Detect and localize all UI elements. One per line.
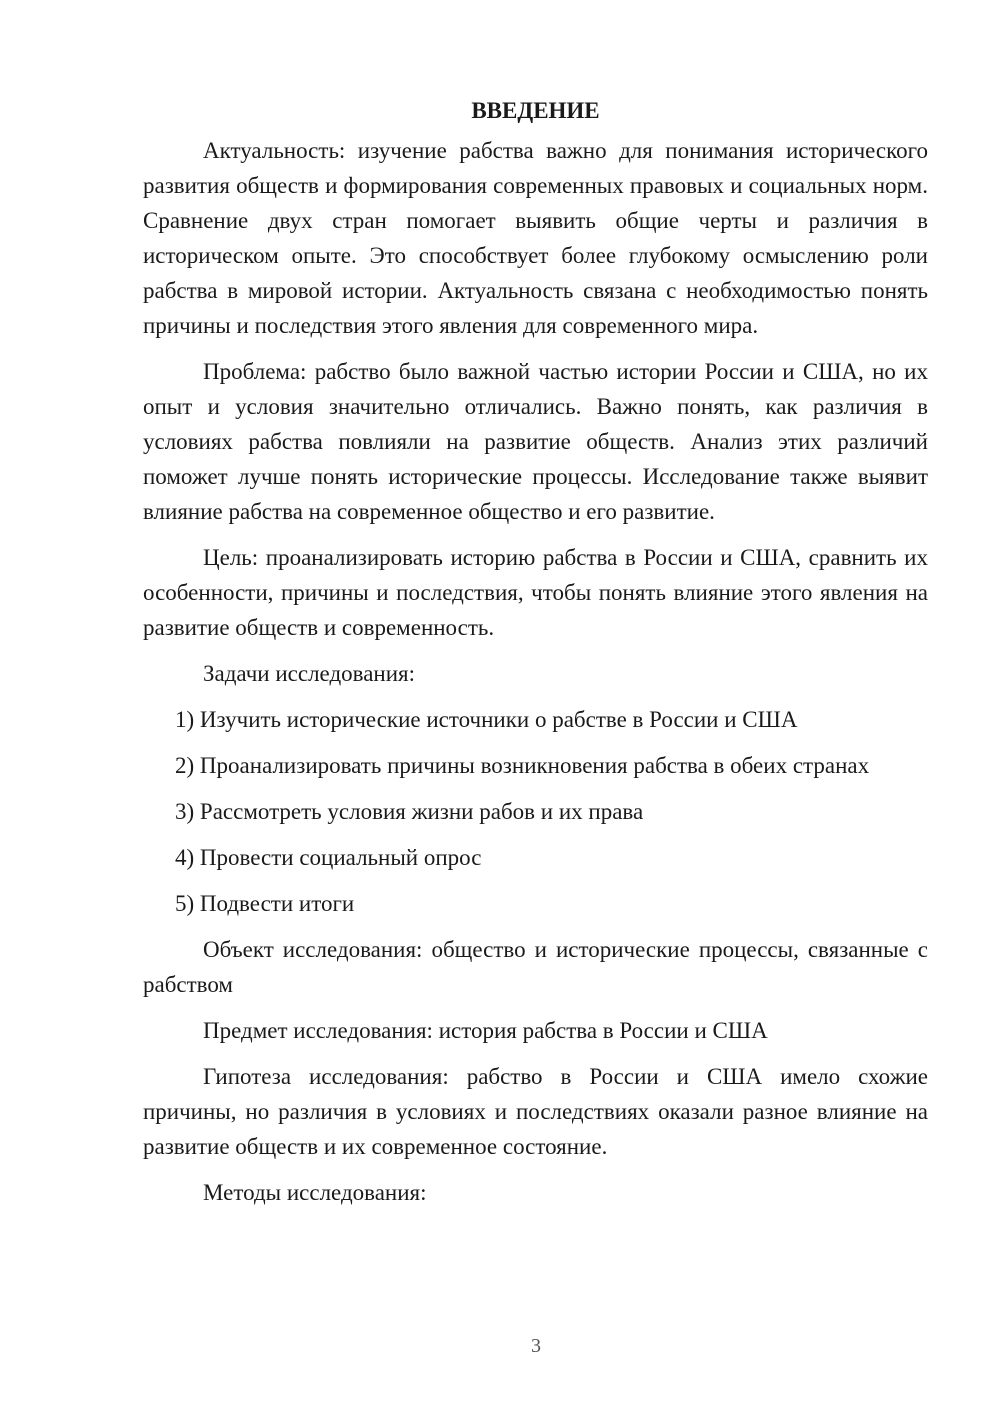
goal-paragraph: Цель: проанализировать историю рабства в России и США, сравнить их особенности, причины и последствия, чтобы понять влияние этого явления на развитие обществ и современность. bbox=[143, 545, 928, 640]
subject-paragraph: Предмет исследования: история рабства в России и США bbox=[203, 1018, 768, 1043]
task-item-1: 1) Изучить исторические источники о рабстве в России и США bbox=[175, 707, 798, 732]
page-number: 3 bbox=[531, 1335, 541, 1357]
object-paragraph: Объект исследования: общество и исторические процессы, связанные с рабством bbox=[143, 937, 928, 997]
page-content bbox=[143, 94, 928, 1221]
problem-paragraph: Проблема: рабство было важной частью истории России и США, но их опыт и условия значительно отличались. Важно понять, как различия в условиях рабства повлияли на развитие обществ. Анализ этих различий поможет лучше понять исторические процессы. Исследование также выявит влияние рабства на современное общество и его развитие. bbox=[143, 359, 928, 524]
section-heading: ВВЕДЕНИЕ bbox=[471, 98, 600, 123]
tasks-title: Задачи исследования: bbox=[203, 661, 416, 686]
task-item-5: 5) Подвести итоги bbox=[175, 891, 355, 916]
hypothesis-paragraph: Гипотеза исследования: рабство в России и США имело схожие причины, но различия в условиях и последствиях оказали разное влияние на развитие обществ и их современное состояние. bbox=[143, 1064, 928, 1159]
task-item-4: 4) Провести социальный опрос bbox=[175, 845, 482, 870]
methods-title: Методы исследования: bbox=[203, 1180, 427, 1205]
relevance-paragraph: Актуальность: изучение рабства важно для понимания исторического развития обществ и формирования современных правовых и социальных норм. Сравнение двух стран помогает выявить общие черты и различия в историческом опыте. Это способствует более глубокому осмыслению роли рабства в мировой истории. Актуальность связана с необходимостью понять причины и последствия этого явления для современного мира. bbox=[143, 138, 928, 338]
task-item-3: 3) Рассмотреть условия жизни рабов и их права bbox=[175, 799, 644, 824]
task-item-2: 2) Проанализировать причины возникновения рабства в обеих странах bbox=[175, 753, 870, 778]
